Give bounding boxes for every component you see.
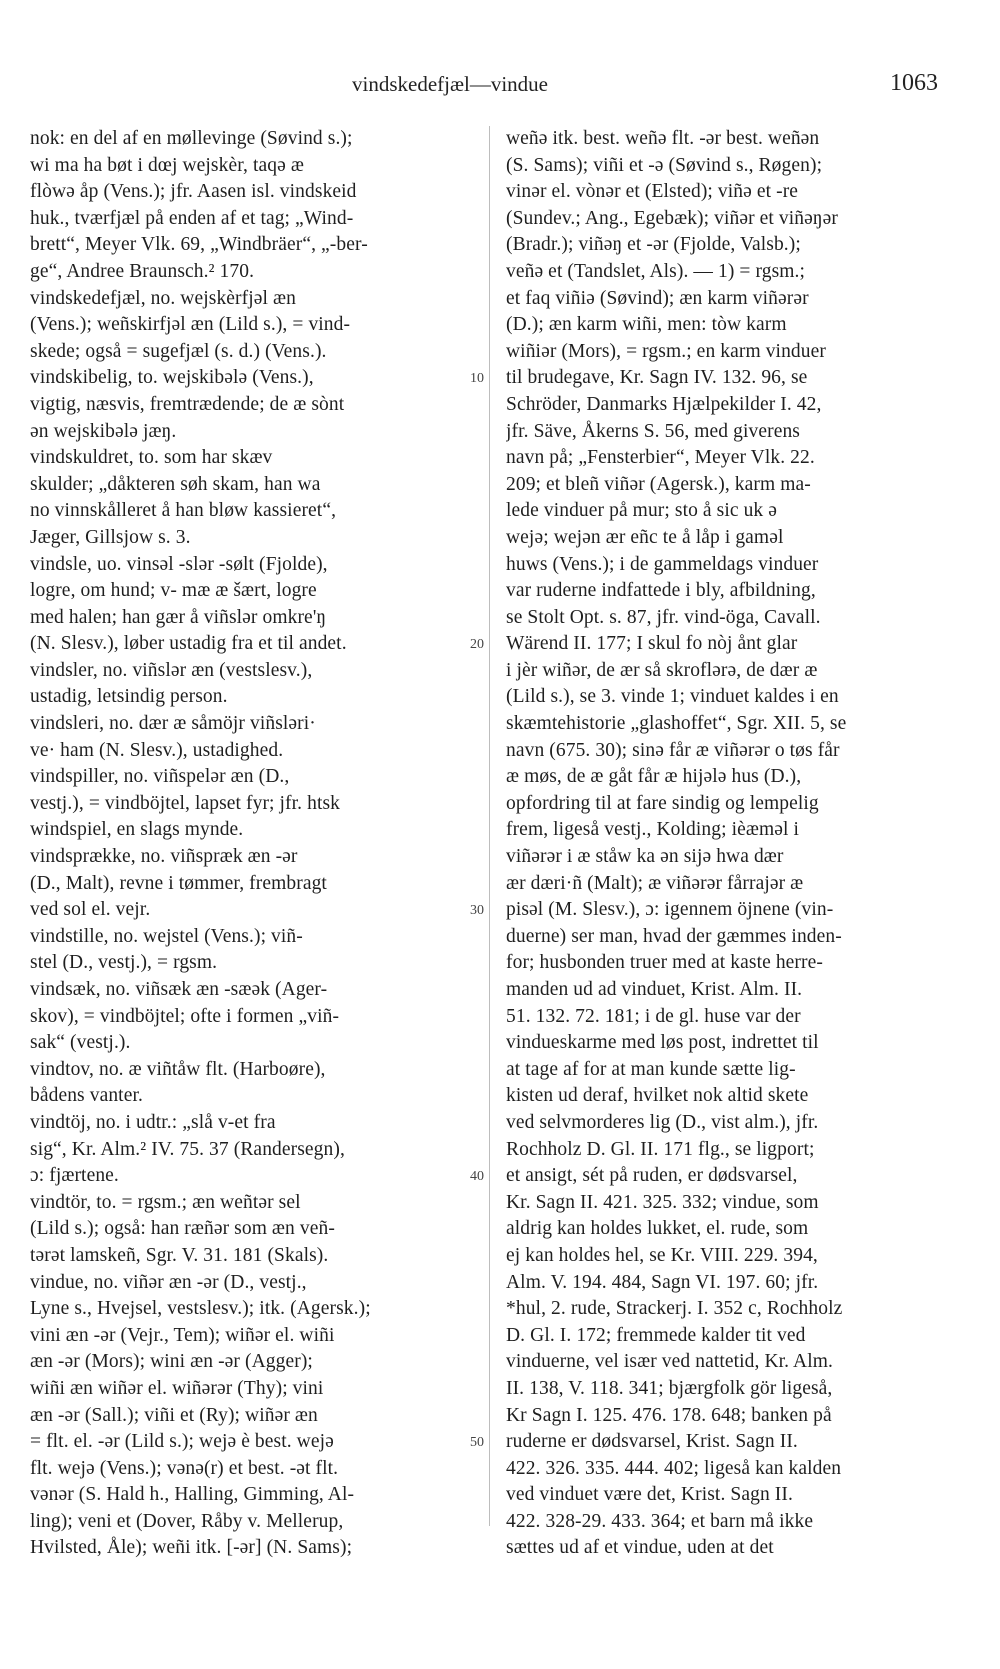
- text-line: Lyne s., Hvejsel, vestslesv.); itk. (Agersk.);: [30, 1298, 371, 1320]
- text-line: 209; et bleñ viñər (Agersk.), karm ma-: [506, 473, 811, 495]
- text-line: vindspiller, no. viñspelər æn (D.,: [30, 766, 290, 788]
- line-number: 20: [470, 637, 484, 653]
- text-line: frem, ligeså vestj., Kolding; ièæməl i: [506, 819, 799, 841]
- text-line: brett“, Meyer Vlk. 69, „Windbräer“, „-ber-: [30, 234, 368, 256]
- line-number: 50: [470, 1435, 484, 1451]
- text-line: bådens vanter.: [30, 1085, 143, 1107]
- text-line: vindskibelig, to. wejskibələ (Vens.),: [30, 367, 314, 389]
- text-line: Rochholz D. Gl. II. 171 flg., se ligport;: [506, 1138, 815, 1160]
- text-line: (Lild s.); også: han ræñər som æn veñ-: [30, 1218, 335, 1240]
- text-line: Kr. Sagn II. 421. 325. 332; vindue, som: [506, 1191, 819, 1213]
- right-column: [506, 126, 946, 1562]
- text-line: sig“, Kr. Alm.² IV. 75. 37 (Randersegn),: [30, 1138, 345, 1160]
- text-line: vindsler, no. viñslər æn (vestslesv.),: [30, 659, 313, 681]
- page-number: 1063: [890, 70, 938, 96]
- text-line: duerne) ser man, hvad der gæmmes inden-: [506, 925, 842, 947]
- text-line: vindueskarme med løs post, indrettet til: [506, 1032, 819, 1054]
- text-line: 51. 132. 72. 181; i de gl. huse var der: [506, 1005, 801, 1027]
- text-line: med halen; han gær å viñslər omkre'ŋ: [30, 606, 327, 628]
- text-line: vindtov, no. æ viñtåw flt. (Harboøre),: [30, 1058, 326, 1080]
- text-line: skov), = vindböjtel; ofte i formen „viñ-: [30, 1005, 340, 1027]
- text-line: *hul, 2. rude, Strackerj. I. 352 c, Rochholz: [506, 1298, 843, 1320]
- text-line: æn -ər (Sall.); viñi et (Ry); wiñər æn: [30, 1404, 318, 1426]
- text-line: vindtöj, no. i udtr.: „slå v-et fra: [30, 1111, 276, 1133]
- text-line: ej kan holdes hel, se Kr. VIII. 229. 394,: [506, 1244, 818, 1266]
- text-line: et faq viñiə (Søvind); æn karm viñərər: [506, 287, 809, 309]
- text-line: Schröder, Danmarks Hjælpekilder I. 42,: [506, 393, 822, 415]
- text-line: var ruderne indfattede i bly, afbildning,: [506, 580, 816, 602]
- text-line: (N. Slesv.), løber ustadig fra et til andet.: [30, 633, 347, 655]
- text-line: ve· ham (N. Slesv.), ustadighed.: [30, 739, 284, 761]
- text-line: (Lild s.), se 3. vinde 1; vinduet kaldes i en: [506, 686, 839, 708]
- text-line: Wärend II. 177; I skul fo nòj ånt glar: [506, 633, 798, 655]
- column-rule: [489, 126, 490, 1526]
- text-line: flòwə åp (Vens.); jfr. Aasen isl. vindskeid: [30, 181, 357, 203]
- text-line: Alm. V. 194. 484, Sagn VI. 197. 60; jfr.: [506, 1271, 819, 1293]
- text-line: ved sol el. vejr.: [30, 899, 151, 921]
- text-line: vinduerne, vel især ved nattetid, Kr. Alm.: [506, 1351, 833, 1373]
- text-line: vindskuldret, to. som har skæv: [30, 447, 273, 469]
- text-line: se Stolt Opt. s. 87, jfr. vind-öga, Cavall.: [506, 606, 821, 628]
- text-line: (Vens.); weñskirfjəl æn (Lild s.), = vind-: [30, 314, 351, 336]
- text-line: æ møs, de æ gåt får æ hijələ hus (D.),: [506, 766, 802, 788]
- text-line: til brudegave, Kr. Sagn IV. 132. 96, se: [506, 367, 808, 389]
- text-line: vindsprække, no. viñspræk æn -ər: [30, 846, 298, 868]
- text-line: wiñi æn wiñər el. wiñərər (Thy); vini: [30, 1377, 324, 1399]
- text-line: at tage af for at man kunde sætte lig-: [506, 1058, 796, 1080]
- text-line: æn -ər (Mors); wini æn -ər (Agger);: [30, 1351, 313, 1373]
- text-line: (Sundev.; Ang., Egebæk); viñər et viñəŋər: [506, 207, 838, 229]
- text-line: vestj.), = vindböjtel, lapset fyr; jfr. htsk: [30, 792, 341, 814]
- text-line: (D., Malt), revne i tømmer, frembragt: [30, 872, 327, 894]
- text-line: ustadig, letsindig person.: [30, 686, 228, 708]
- text-line: wiñiər (Mors), = rgsm.; en karm vinduer: [506, 340, 826, 362]
- text-line: (S. Sams); viñi et -ə (Søvind s., Røgen);: [506, 154, 823, 176]
- text-line: vinər el. vònər et (Elsted); viñə et -re: [506, 181, 799, 203]
- line-number: 40: [470, 1169, 484, 1185]
- running-title: vindskedefjæl—vindue: [352, 72, 548, 96]
- text-line: vindsleri, no. dær æ såmöjr viñsləri·: [30, 713, 316, 735]
- text-line: Jæger, Gillsjow s. 3.: [30, 526, 191, 548]
- text-line: nok: en del af en møllevinge (Søvind s.);: [30, 128, 353, 149]
- text-line: (Bradr.); viñəŋ et -ər (Fjolde, Valsb.);: [506, 234, 801, 256]
- text-line: skulder; „dåkteren søh skam, han wa: [30, 473, 321, 495]
- text-line: 422. 326. 335. 444. 402; ligeså kan kalden: [506, 1457, 842, 1479]
- text-line: veñə et (Tandslet, Als). — 1) = rgsm.;: [506, 260, 806, 282]
- text-line: manden ud ad vinduet, Krist. Alm. II.: [506, 979, 803, 1000]
- text-line: aldrig kan holdes lukket, el. rude, som: [506, 1218, 809, 1240]
- text-line: Kr Sagn I. 125. 476. 178. 648; banken på: [506, 1404, 832, 1426]
- text-line: ruderne er dødsvarsel, Krist. Sagn II.: [506, 1431, 798, 1453]
- text-line: II. 138, V. 118. 341; bjærgfolk gör ligeså,: [506, 1377, 833, 1399]
- text-line: windspiel, en slags mynde.: [30, 819, 244, 841]
- line-number: 30: [470, 903, 484, 919]
- text-line: vigtig, næsvis, fremtrædende; de æ sònt: [30, 393, 345, 415]
- text-line: 422. 328-29. 433. 364; et barn må ikke: [506, 1510, 814, 1532]
- text-line: ge“, Andree Braunsch.² 170.: [30, 260, 255, 282]
- text-line: kisten ud deraf, hvilket nok altid skete: [506, 1085, 809, 1107]
- text-line: for; husbonden truer med at kaste herre-: [506, 952, 823, 974]
- text-line: et ansigt, sét på ruden, er dødsvarsel,: [506, 1165, 798, 1187]
- text-line: huws (Vens.); i de gammeldags vinduer: [506, 553, 819, 575]
- text-line: ved vinduet være det, Krist. Sagn II.: [506, 1484, 793, 1506]
- text-line: lede vinduer på mur; sto å sic uk ə: [506, 500, 778, 522]
- text-line: viñərər i æ ståw ka ən sijə hwa dær: [506, 846, 784, 868]
- text-line: sak“ (vestj.).: [30, 1032, 131, 1054]
- text-line: sættes ud af et vindue, uden at det: [506, 1537, 774, 1559]
- text-line: vindsle, uo. vinsəl -slər -sølt (Fjolde),: [30, 553, 328, 575]
- text-line: huk., tværfjæl på enden af et tag; „Wind-: [30, 207, 354, 229]
- text-line: ɔ: fjærtene.: [30, 1165, 119, 1187]
- text-line: navn på; „Fensterbier“, Meyer Vlk. 22.: [506, 447, 815, 469]
- text-line: ling); veni et (Dover, Råby v. Mellerup,: [30, 1510, 344, 1532]
- text-line: ən wejskibələ jæŋ.: [30, 420, 177, 442]
- text-line: Hvilsted, Åle); weñi itk. [-ər] (N. Sams);: [30, 1537, 353, 1559]
- text-line: vənər (S. Hald h., Halling, Gimming, Al-: [30, 1484, 355, 1506]
- text-line: navn (675. 30); sinə får æ viñərər o tøs får: [506, 739, 840, 761]
- text-line: jfr. Säve, Åkerns S. 56, med giverens: [506, 420, 800, 442]
- text-line: vindstille, no. wejstel (Vens.); viñ-: [30, 925, 303, 947]
- text-line: i jèr wiñər, de ær så skroflərə, de dær æ: [506, 659, 818, 681]
- running-head: [0, 70, 1000, 98]
- text-line: wi ma ha bøt i dœj wejskèr, taqə æ: [30, 154, 304, 176]
- text-line: weñə itk. best. weñə flt. -ər best. weñən: [506, 128, 820, 149]
- text-line: flt. wejə (Vens.); vənə(r) et best. -ət flt.: [30, 1457, 339, 1479]
- text-line: opfordring til at fare sindig og lempelig: [506, 792, 819, 814]
- left-column: [30, 126, 462, 1562]
- text-line: vini æn -ər (Vejr., Tem); wiñər el. wiñi: [30, 1324, 335, 1346]
- text-line: vindsæk, no. viñsæk æn -sæək (Ager-: [30, 979, 328, 1000]
- text-line: ær dæri·ñ (Malt); æ viñərər fårrajər æ: [506, 872, 804, 894]
- line-number: 10: [470, 371, 484, 387]
- text-line: wejə; wejən ær eñc te å låp i gaməl: [506, 526, 784, 548]
- text-line: pisəl (M. Slesv.), ɔ: igennem öjnene (vin-: [506, 899, 834, 921]
- text-line: tərət lamskeñ, Sgr. V. 31. 181 (Skals).: [30, 1244, 329, 1266]
- text-line: = flt. el. -ər (Lild s.); wejə è best. wejə: [30, 1431, 334, 1453]
- text-line: (D.); æn karm wiñi, men: tòw karm: [506, 314, 787, 336]
- text-line: vindue, no. viñər æn -ər (D., vestj.,: [30, 1271, 307, 1293]
- text-line: no vinnskålleret å han bløw kassieret“,: [30, 500, 337, 522]
- text-line: D. Gl. I. 172; fremmede kalder tit ved: [506, 1324, 806, 1346]
- text-line: ved selvmorderes lig (D., vist alm.), jfr.: [506, 1111, 819, 1133]
- text-line: skede; også = sugefjæl (s. d.) (Vens.).: [30, 340, 327, 362]
- text-line: stel (D., vestj.), = rgsm.: [30, 952, 218, 974]
- text-line: vindtör, to. = rgsm.; æn weñtər sel: [30, 1191, 301, 1213]
- text-line: logre, om hund; v- mæ æ šært, logre: [30, 580, 317, 602]
- text-line: vindskedefjæl, no. wejskèrfjəl æn: [30, 287, 296, 309]
- text-line: skæmtehistorie „glashoffet“, Sgr. XII. 5, se: [506, 713, 847, 735]
